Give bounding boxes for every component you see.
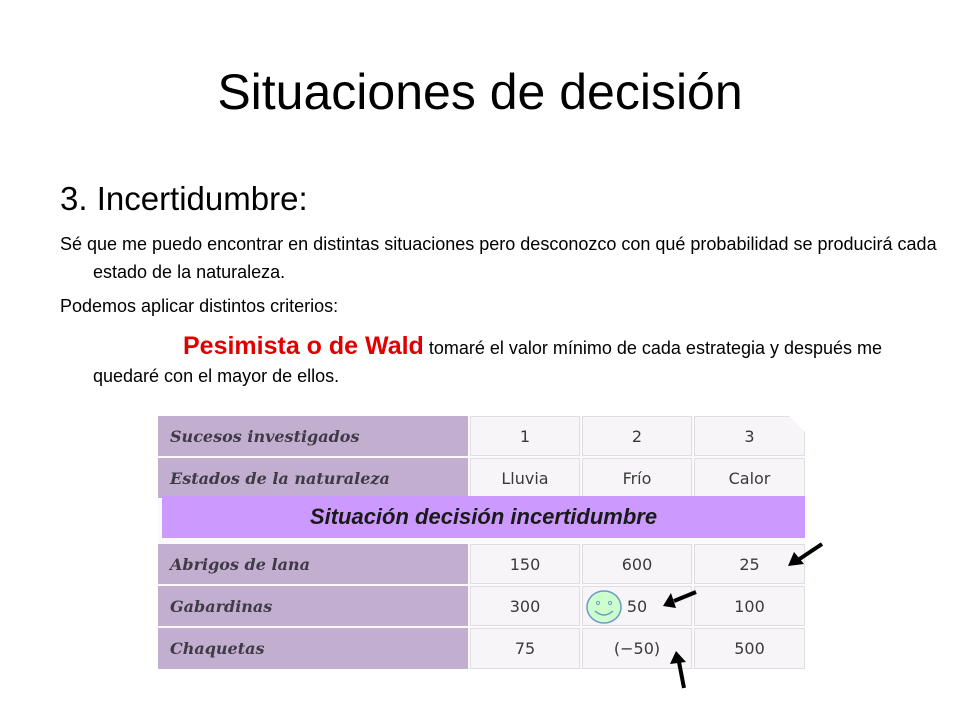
state-cell: Frío <box>582 458 692 498</box>
criteria-intro: Podemos aplicar distintos criterios: <box>60 296 339 316</box>
table-cell: 600 <box>582 544 692 584</box>
arrow-icon <box>668 650 694 690</box>
wald-label: Pesimista o de Wald <box>183 332 424 360</box>
table-cell: 500 <box>694 628 805 669</box>
arrow-icon <box>662 586 698 612</box>
table-cell: 50 <box>582 586 692 626</box>
smiley-face-icon <box>585 589 623 625</box>
table-cell: 100 <box>694 586 805 626</box>
row-label-abrigos: Abrigos de lana <box>158 544 468 584</box>
wald-criterion <box>60 332 953 390</box>
row-label-chaquetas: Chaquetas <box>158 628 468 669</box>
table-cell: 300 <box>470 586 580 626</box>
decision-table <box>158 416 805 669</box>
table-header-cell: 3 <box>694 416 805 456</box>
section-heading: 3. Incertidumbre: <box>60 180 308 217</box>
state-cell: Lluvia <box>470 458 580 498</box>
table-cell: 25 <box>694 544 805 584</box>
table-cell: 150 <box>470 544 580 584</box>
row-label-gabardinas: Gabardinas <box>158 586 468 626</box>
arrow-icon <box>786 540 826 570</box>
table-header-label: Sucesos investigados <box>158 416 468 456</box>
wald-text: tomaré el valor mínimo de cada estrategia y después me quedaré con el mayor de ellos. <box>93 338 883 386</box>
slide-title: Situaciones de decisión <box>217 64 743 120</box>
state-cell: Calor <box>694 458 805 498</box>
table-header-cell: 2 <box>582 416 692 456</box>
table-cell: (−50) <box>582 628 692 669</box>
uncertainty-description: Sé que me puedo encontrar en distintas situaciones pero desconozco con qué probabilidad se producirá cada estado de la naturaleza. <box>60 234 937 282</box>
uncertainty-banner: Situación decisión incertidumbre <box>162 496 805 538</box>
states-label: Estados de la naturaleza <box>158 458 468 498</box>
table-cell: 75 <box>470 628 580 669</box>
table-header-cell: 1 <box>470 416 580 456</box>
